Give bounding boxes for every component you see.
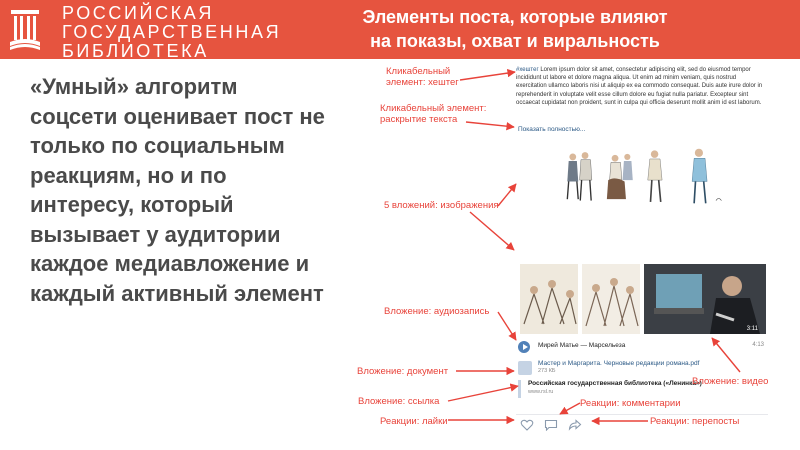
- link-title[interactable]: Российская государственная библиотека («Ленинка»): [528, 380, 702, 387]
- slide-title: Элементы поста, которые влияют на показы, охват и виральность: [362, 7, 668, 51]
- arrow-audio: [498, 312, 516, 340]
- audio-duration: 4:13: [752, 342, 764, 348]
- arrow-link: [448, 386, 518, 401]
- video-duration: 3:11: [746, 326, 758, 332]
- arrow-images-bottom: [470, 212, 514, 250]
- document-icon: [518, 361, 532, 375]
- arrow-hashtag: [460, 72, 515, 80]
- audio-title: Мирей Матье — Марсельеза: [538, 342, 626, 349]
- post-body-text: Lorem ipsum dolor sit amet, consectetur adipiscing elit, sed do eiusmod tempor incididunt ut labore et dolore magna aliqua. Ut enim ad minim veniam, quis nostrud exercitation ullamco laboris nisi ut aliquip ex ea commodo consequat. Duis aute irure dolor in reprehenderit in voluptate velit esse cillum dolore eu fugiat nulla pariatur. Excepteur sint occaecat cupidatat non proident, sunt in culpa qui officia deserunt mollit anim id est laborum.: [516, 67, 763, 106]
- document-size: 273 КБ: [538, 368, 556, 374]
- annotation-video: Вложение: видео: [692, 376, 769, 387]
- link-accent-bar: [518, 380, 521, 398]
- annotation-document: Вложение: документ: [357, 366, 449, 377]
- comment-icon[interactable]: [544, 419, 558, 431]
- annotation-comments: Реакции: комментарии: [580, 398, 681, 409]
- hashtag-link[interactable]: #хештег: [516, 67, 539, 73]
- play-icon[interactable]: [518, 341, 530, 353]
- annotation-audio: Вложение: аудиозапись: [384, 306, 490, 317]
- image-attachments-bottom[interactable]: [520, 264, 766, 334]
- library-logo-text: РОССИЙСКАЯ ГОСУДАРСТВЕННАЯ БИБЛИОТЕКА: [62, 3, 282, 61]
- annotation-likes: Реакции: лайки: [380, 416, 448, 427]
- link-url[interactable]: www.rsl.ru: [528, 389, 554, 395]
- annotation-reposts: Реакции: перепосты: [650, 416, 740, 427]
- repost-icon[interactable]: [568, 419, 582, 431]
- document-name[interactable]: Мастер и Маргарита. Черновые редакции романа.pdf: [538, 360, 700, 367]
- show-more-link[interactable]: Показать полностью...: [518, 126, 586, 133]
- arrow-images-top: [498, 184, 516, 206]
- image-illustration-3[interactable]: [648, 150, 662, 201]
- audio-attachment[interactable]: [516, 340, 768, 354]
- annotation-link: Вложение: ссылка: [358, 396, 440, 407]
- header-bar: [0, 0, 800, 59]
- post-text: [516, 66, 768, 107]
- annotation-images: 5 вложений: изображения: [384, 200, 499, 211]
- image-illustration-2[interactable]: [607, 154, 633, 199]
- annotation-hashtag: Кликабельный элемент: хештег: [386, 66, 459, 88]
- video-attachment[interactable]: [644, 264, 766, 334]
- annotation-expand: Кликабельный элемент: раскрытие текста: [380, 103, 487, 125]
- image-attachments-top[interactable]: [520, 146, 766, 266]
- heart-icon[interactable]: [520, 419, 534, 431]
- image-illustration-4[interactable]: [692, 149, 721, 204]
- image-illustration-1[interactable]: [567, 152, 592, 200]
- main-paragraph: «Умный» алгоритм соцсети оценивает пост не только по социальным реакциям, но и по интересу, который вызывает у аудитории каждое медиавложение и каждый активный элемент: [30, 74, 325, 306]
- library-logo-icon: [8, 6, 42, 52]
